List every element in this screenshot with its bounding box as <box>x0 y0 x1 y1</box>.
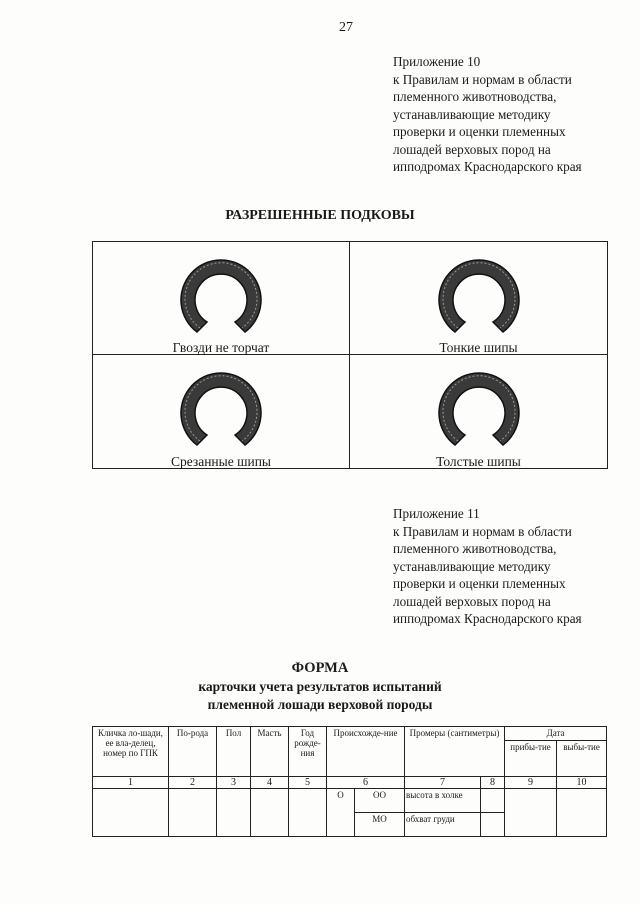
column-number: 6 <box>327 777 405 789</box>
header-birth-year: Год рожде-ния <box>289 727 327 777</box>
horseshoe-caption: Толстые шипы <box>436 454 521 469</box>
appendix-line: ипподромах Краснодарского края <box>393 159 582 174</box>
appendix-11-header <box>393 505 582 628</box>
horseshoe-caption: Срезанные шипы <box>170 454 272 469</box>
column-number: 3 <box>217 777 251 789</box>
header-breed: По-рода <box>169 727 217 777</box>
horseshoe-image <box>169 248 273 340</box>
horseshoe-image <box>427 248 531 340</box>
appendix-line: Приложение 10 <box>393 54 481 69</box>
horseshoe-cell <box>350 242 607 355</box>
measurement-label-cell: обхват груди <box>405 813 481 837</box>
horseshoe-caption: Гвозди не торчат <box>172 340 270 355</box>
table-cell <box>289 789 327 837</box>
column-number: 2 <box>169 777 217 789</box>
column-number: 7 <box>405 777 481 789</box>
horseshoe-cell <box>350 355 607 468</box>
appendix-line: устанавливающие методику <box>393 558 551 574</box>
appendix-line: устанавливающие методику <box>393 106 551 122</box>
table-cell <box>481 789 505 813</box>
appendix-line: лошадей верховых пород на <box>393 141 551 157</box>
horseshoe-cell <box>93 355 350 468</box>
horseshoe-grid <box>92 241 608 469</box>
page-number: 27 <box>339 20 353 35</box>
appendix-line: ипподромах Краснодарского края <box>393 611 582 626</box>
table-cell <box>505 789 557 837</box>
header-arrival: прибы-тие <box>505 741 557 777</box>
appendix-line: проверки и оценки племенных <box>393 124 566 139</box>
horseshoe-caption: Тонкие шипы <box>439 340 518 355</box>
column-number: 1 <box>93 777 169 789</box>
header-measurements: Промеры (сантиметры) <box>405 727 505 777</box>
origin-code-cell: МО <box>355 813 405 837</box>
form-subtitle: карточки учета результатов испытаний <box>198 679 442 694</box>
horseshoe-image <box>169 361 273 453</box>
column-number: 8 <box>481 777 505 789</box>
header-color: Масть <box>251 727 289 777</box>
table-cell <box>557 789 607 837</box>
horseshoe-image <box>427 361 531 453</box>
form-subtitle: племенной лошади верховой породы <box>207 697 433 712</box>
appendix-line: к Правилам и нормам в области <box>393 71 572 87</box>
column-number: 5 <box>289 777 327 789</box>
appendix-line: лошадей верховых пород на <box>393 593 551 609</box>
table-cell <box>169 789 217 837</box>
column-number: 9 <box>505 777 557 789</box>
column-number: 4 <box>251 777 289 789</box>
appendix-line: племенного животноводства, <box>393 89 557 104</box>
header-departure: выбы-тие <box>557 741 607 777</box>
form-title: ФОРМА <box>291 660 349 676</box>
header-sex: Пол <box>217 727 251 777</box>
appendix-10-header <box>393 53 582 176</box>
header-name-owner: Кличка ло-шади, ее вла-делец, номер по ГПК <box>93 727 169 777</box>
header-date: Дата <box>505 727 607 741</box>
appendix-line: Приложение 11 <box>393 506 480 521</box>
horse-record-card-table <box>92 726 607 837</box>
origin-code-cell: О <box>327 789 355 837</box>
appendix-line: проверки и оценки племенных <box>393 576 566 591</box>
origin-code-cell: ОО <box>355 789 405 813</box>
table-cell <box>217 789 251 837</box>
table-cell <box>251 789 289 837</box>
horseshoe-cell <box>93 242 350 355</box>
header-origin: Происхожде-ние <box>327 727 405 777</box>
appendix-line: племенного животноводства, <box>393 541 557 556</box>
horseshoes-title: РАЗРЕШЕННЫЕ ПОДКОВЫ <box>225 208 415 223</box>
table-cell <box>481 813 505 837</box>
table-cell <box>93 789 169 837</box>
measurement-label-cell: высота в холке <box>405 789 481 813</box>
appendix-line: к Правилам и нормам в области <box>393 523 572 539</box>
column-number: 10 <box>557 777 607 789</box>
